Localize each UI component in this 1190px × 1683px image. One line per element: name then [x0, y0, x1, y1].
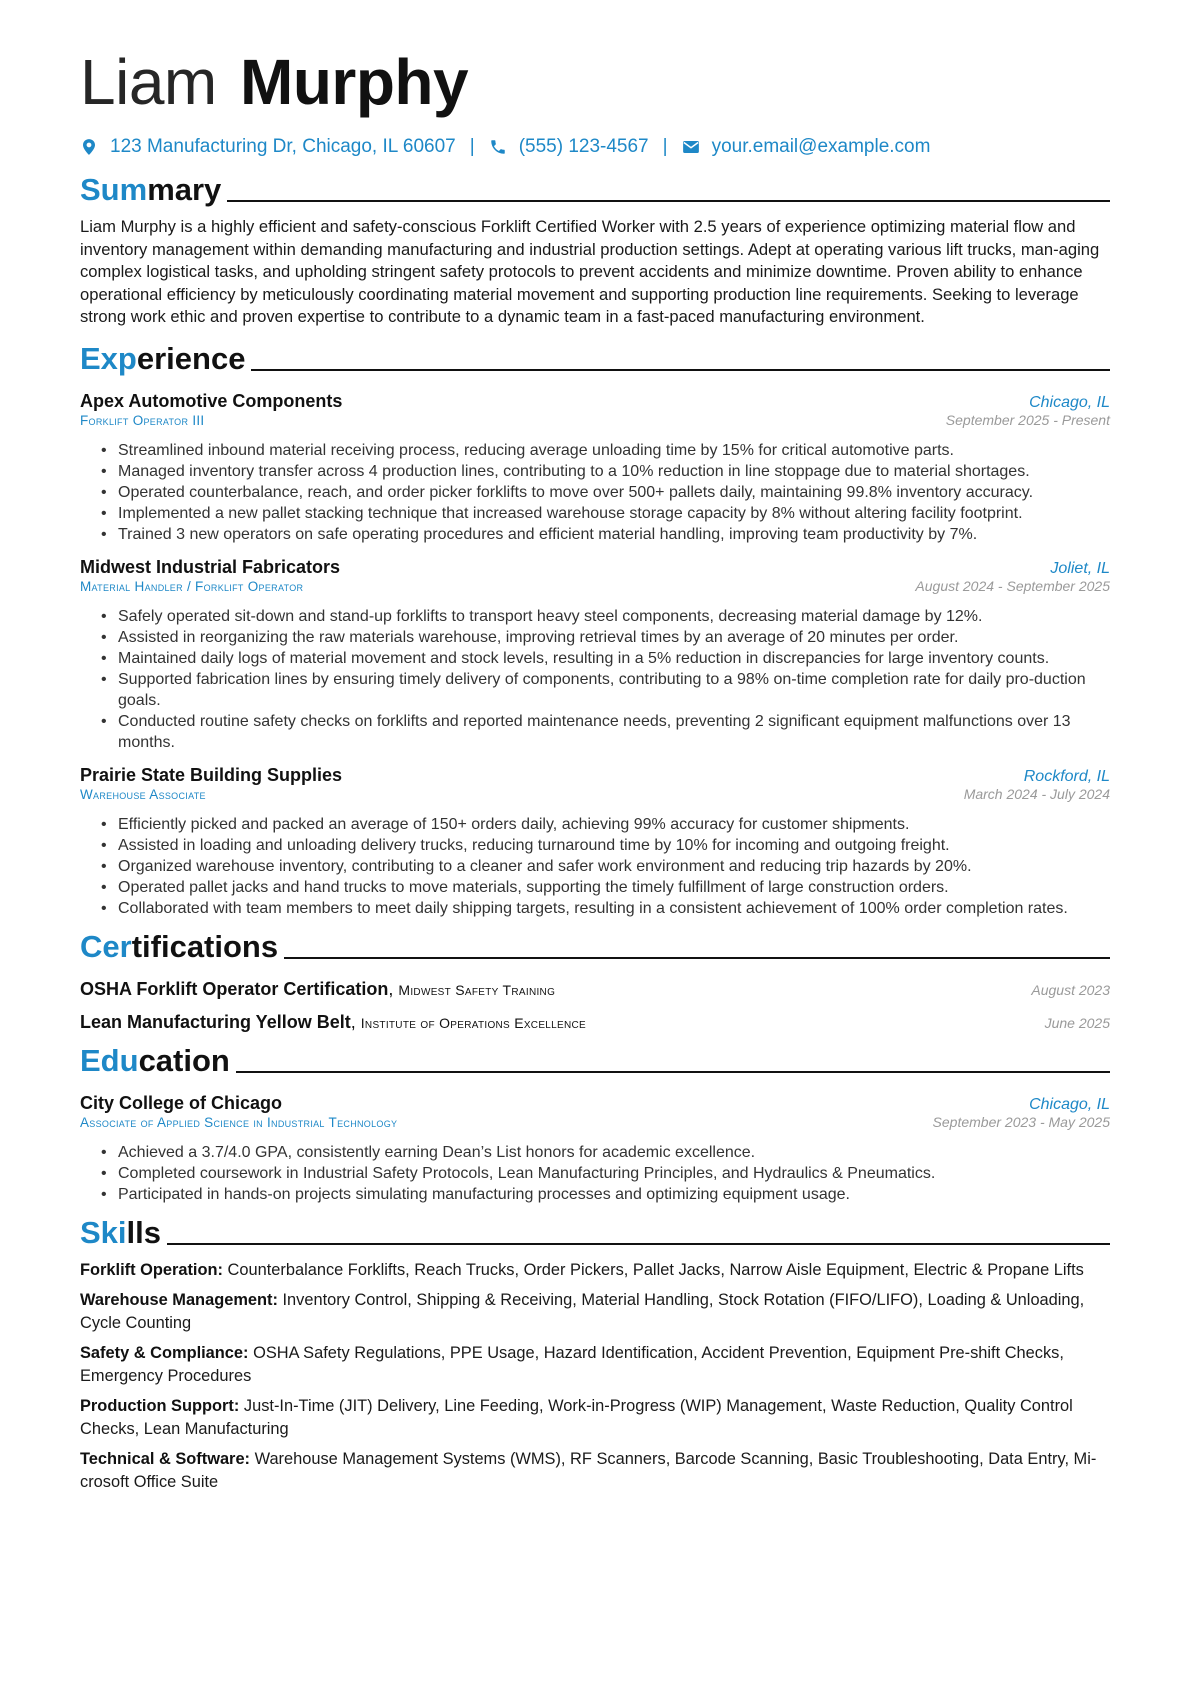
- list-item: • Efficiently picked and packed an average of 150+ orders daily, achieving 99% accuracy for customer shipments.: [118, 814, 1110, 835]
- section-title: Education: [80, 1042, 230, 1078]
- skill-category: Technical & Software:: [80, 1450, 251, 1469]
- certification-date: June 2025: [1044, 1014, 1110, 1031]
- list-item: • Completed coursework in Industrial Safety Protocols, Lean Manufacturing Principles, and Hydraulics & Pneumatics.: [118, 1163, 1110, 1184]
- skill-line: [80, 1259, 1110, 1282]
- job-entry: [80, 765, 1110, 919]
- contact-bar: [80, 136, 1110, 158]
- certification-name: OSHA Forklift Operator Certification: [80, 978, 389, 999]
- list-item: • Maintained daily logs of material movement and stock levels, resulting in a 5% reduction in discrepancies for large inventory counts.: [118, 648, 1110, 669]
- list-item: • Safely operated sit-down and stand-up forklifts to transport heavy steel components, decreasing material damage by 12%.: [118, 606, 1110, 627]
- list-item: • Operated pallet jacks and hand trucks to move materials, supporting the timely fulfillment of large construction orders.: [118, 877, 1110, 898]
- list-item: • Managed inventory transfer across 4 production lines, contributing to a 10% reduction in line stoppage due to material shortages.: [118, 461, 1110, 482]
- address-text: 123 Manufacturing Dr, Chicago, IL 60607: [110, 136, 456, 157]
- skill-values: Counterbalance Forklifts, Reach Trucks, Order Pickers, Pallet Jacks, Narrow Aisle Equipment, Electric & Propane Lifts: [227, 1260, 1084, 1279]
- job-bullets: [80, 440, 1110, 545]
- job-bullets: [80, 606, 1110, 753]
- skill-category: Safety & Compliance:: [80, 1344, 249, 1363]
- education-dates: September 2023 - May 2025: [932, 1113, 1110, 1130]
- email-text: your.email@example.com: [711, 136, 931, 157]
- section-title: Skills: [80, 1214, 161, 1250]
- job-bullets: [80, 814, 1110, 919]
- skill-values: Warehouse Management Systems (WMS), RF Scanners, Barcode Scanning, Basic Troubleshooting, Data Entry, Mi-crosoft Office Suite: [80, 1450, 1097, 1491]
- candidate-name: [80, 40, 1110, 124]
- job-role: Forklift Operator III: [80, 412, 205, 428]
- contact-separator: |: [662, 136, 668, 157]
- certification-item: OSHA Forklift Operator Certification, Midwest Safety Training August 2023: [80, 978, 1110, 999]
- contact-separator: |: [469, 136, 475, 157]
- list-item: • Operated counterbalance, reach, and order picker forklifts to move over 500+ pallets daily, maintaining 99.8% inventory accuracy.: [118, 482, 1110, 503]
- list-item: • Streamlined inbound material receiving process, reducing average unloading time by 15% for critical automotive parts.: [118, 440, 1110, 461]
- company-name: Midwest Industrial Fabricators: [80, 556, 341, 577]
- job-role: Warehouse Associate: [80, 786, 206, 802]
- school-location: Chicago, IL: [1029, 1095, 1110, 1113]
- job-entry: [80, 557, 1110, 753]
- skill-line: [80, 1395, 1110, 1440]
- heading-rule: [167, 1243, 1110, 1245]
- job-dates: March 2024 - July 2024: [963, 785, 1110, 802]
- heading-rule: [284, 957, 1110, 959]
- section-title: Experience: [80, 340, 246, 376]
- skill-line: [80, 1342, 1110, 1387]
- company-name: Apex Automotive Components: [80, 390, 343, 411]
- list-item: • Assisted in reorganizing the raw materials warehouse, improving retrieval times by an average of 20 minutes per order.: [118, 627, 1110, 648]
- skill-category: Forklift Operation:: [80, 1260, 223, 1279]
- phone-icon: [489, 138, 507, 156]
- heading-rule: [227, 200, 1110, 202]
- skill-line: [80, 1289, 1110, 1334]
- skills-heading: [80, 1215, 1110, 1251]
- list-item: • Supported fabrication lines by ensuring timely delivery of components, contributing to a 98% on-time completion rate for daily pro-duction goals.: [118, 669, 1110, 711]
- certification-date: August 2023: [1031, 981, 1110, 998]
- list-item: • Organized warehouse inventory, contributing to a cleaner and safer work environment and reducing trip hazards by 20%.: [118, 856, 1110, 877]
- education-bullets: [80, 1142, 1110, 1205]
- envelope-icon: [682, 138, 700, 156]
- degree-name: Associate of Applied Science in Industrial Technology: [80, 1114, 398, 1130]
- section-title: Certifications: [80, 928, 279, 964]
- first-name: Liam: [80, 46, 217, 118]
- certification-issuer: Midwest Safety Training: [398, 981, 556, 998]
- skill-category: Warehouse Management:: [80, 1291, 278, 1310]
- experience-heading: [80, 341, 1110, 377]
- job-role: Material Handler / Forklift Operator: [80, 578, 304, 594]
- list-item: • Achieved a 3.7/4.0 GPA, consistently earning Dean’s List honors for academic excellence.: [118, 1142, 1110, 1163]
- skill-values: Just-In-Time (JIT) Delivery, Line Feeding, Work-in-Progress (WIP) Management, Waste Reduction, Quality Control Checks, Lean Manufacturing: [80, 1397, 1073, 1438]
- company-name: Prairie State Building Supplies: [80, 764, 343, 785]
- skill-values: OSHA Safety Regulations, PPE Usage, Hazard Identification, Accident Prevention, Equipment Pre-shift Checks, Emergency Procedures: [80, 1344, 1064, 1385]
- certification-name: Lean Manufacturing Yellow Belt: [80, 1011, 351, 1032]
- job-location: Joliet, IL: [1050, 559, 1110, 577]
- heading-rule: [251, 369, 1110, 371]
- contact-address[interactable]: [80, 136, 456, 158]
- job-dates: August 2024 - September 2025: [915, 577, 1110, 594]
- list-item: • Trained 3 new operators on safe operating procedures and efficient material handling, improving team productivity by 7%.: [118, 524, 1110, 545]
- map-pin-icon: [80, 138, 98, 156]
- job-location: Chicago, IL: [1029, 393, 1110, 411]
- skill-category: Production Support:: [80, 1397, 240, 1416]
- list-item: • Assisted in loading and unloading delivery trucks, reducing turnaround time by 10% for incoming and outgoing freight.: [118, 835, 1110, 856]
- skill-line: [80, 1448, 1110, 1493]
- section-title: Summary: [80, 172, 222, 207]
- contact-email[interactable]: [682, 136, 931, 158]
- summary-text: Liam Murphy is a highly efficient and safety-conscious Forklift Certified Worker with 2.5 years of experience optimizing material flow and inventory management within demanding manufacturing and industrial production settings. Adept at operating various lift trucks, man-aging complex logistical tasks, and upholding stringent safety protocols to prevent accidents and minimize downtime. Proven ability to enhance operational efficiency by meticulously coordinating material movement and supporting production line requirements. Seeking to leverage strong work ethic and proven expertise to contribute to a dynamic team in a fast-paced manufacturing environment.: [80, 217, 1100, 327]
- job-dates: September 2025 - Present: [945, 411, 1110, 428]
- job-entry: [80, 391, 1110, 545]
- list-item: • Collaborated with team members to meet daily shipping targets, resulting in a consistent achievement of 100% order completion rates.: [118, 898, 1110, 919]
- education-entry: [80, 1093, 1110, 1205]
- summary-heading: [80, 172, 1110, 208]
- school-name: City College of Chicago: [80, 1092, 283, 1113]
- last-name: Murphy: [240, 46, 469, 118]
- certification-item: Lean Manufacturing Yellow Belt, Institute of Operations Excellence June 2025: [80, 1011, 1110, 1032]
- job-location: Rockford, IL: [1023, 767, 1110, 785]
- skill-values: Inventory Control, Shipping & Receiving, Material Handling, Stock Rotation (FIFO/LIFO), Loading & Unloading, Cycle Counting: [80, 1291, 1085, 1332]
- certifications-heading: [80, 929, 1110, 965]
- list-item: • Conducted routine safety checks on forklifts and reported maintenance needs, preventing 2 significant equipment malfunctions over 13 months.: [118, 711, 1110, 753]
- contact-phone[interactable]: [489, 136, 649, 158]
- certification-issuer: Institute of Operations Excellence: [360, 1014, 587, 1031]
- phone-text: (555) 123-4567: [518, 136, 649, 157]
- list-item: • Participated in hands-on projects simulating manufacturing processes and optimizing equipment usage.: [118, 1184, 1110, 1205]
- heading-rule: [236, 1071, 1110, 1073]
- education-heading: [80, 1043, 1110, 1079]
- list-item: • Implemented a new pallet stacking technique that increased warehouse storage capacity by 8% without altering facility footprint.: [118, 503, 1110, 524]
